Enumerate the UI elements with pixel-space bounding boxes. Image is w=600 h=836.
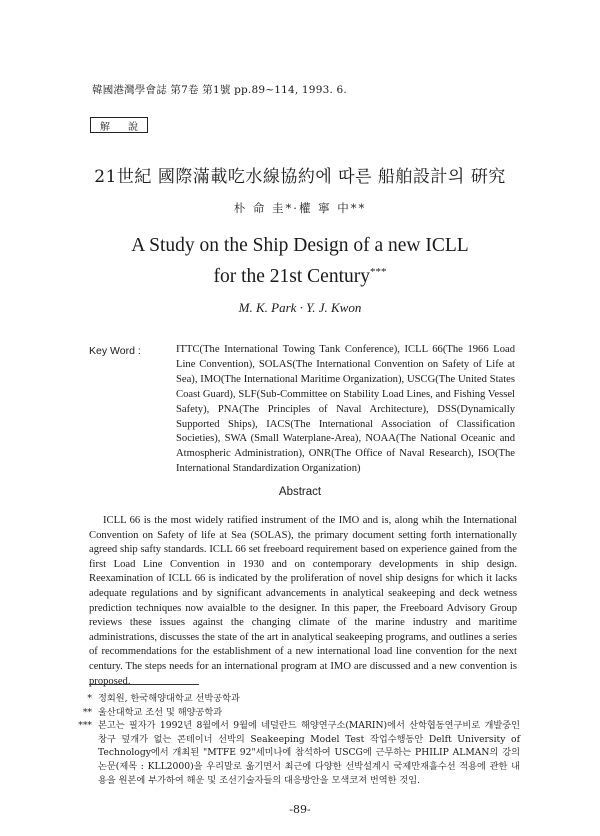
english-title [0, 233, 600, 290]
section-label-left: 解 [100, 121, 110, 133]
english-title-line2-wrap [0, 259, 600, 290]
footnote-mark: *** [78, 720, 92, 732]
english-authors: M. K. Park · Y. J. Kwon [238, 300, 362, 315]
journal-info: 韓國港灣學會誌 第7卷 第1號 pp.89~114, 1993. 6. [92, 84, 347, 96]
korean-authors: 朴 命 圭*·權 寧 中** [233, 201, 367, 215]
footnote-mark: ** [82, 706, 92, 718]
footnote-divider [89, 684, 199, 685]
section-label-box [90, 117, 148, 133]
footnote-text: 울산대학교 조선 및 해양공학과 [98, 706, 223, 718]
section-label-right: 說 [128, 121, 138, 133]
abstract-body [89, 514, 517, 689]
english-title-line1: A Study on the Ship Design of a new ICLL [131, 235, 469, 256]
abstract-heading: Abstract [278, 486, 322, 498]
footnotes [60, 692, 520, 787]
english-title-footnote-mark: *** [370, 266, 387, 278]
abstract-paragraph: ICLL 66 is the most widely ratified instrument of the IMO and is, along whih the International Convention on Safety of life at Sea (SOLAS), the primary document setting forth internationally agreed ship safty standards. ICLL 66 set freeboard requirement based on experience gained from the first Load Line Convention in 1930 and on contemporary developments in ship design. Reexamination of ICLL 66 is indicated by the proliferation of novel ship designs for which it lacks adequate regulations and by significant advancements in analytical seakeeping and deck wetness prediction techniques now avaialble to the designer. In this paper, the Freeboard Advisory Group reviews these issues against the changing climate of the marine industry and maritime administrations, discusses the state of the art in analytical seakeeping programs, and outlines a series of recommendations for the establishment of a new international load line convention for the next century. The steps needs for an international program at IMO are discussed and a new convention is proposed. [89, 515, 517, 687]
keyword-label: Key Word : [89, 345, 141, 357]
footnote-item [60, 706, 520, 720]
footnote-text: 본고는 필자가 1992년 8월에서 9월에 네덜란드 해양연구소(MARIN)에서 산학협동연구비로 개발중인 창구 덮개가 없는 콘테이너 선박의 Seakeeping Model Test 작업수행동안 Delft University of Technology에서 개최된 "MTFE 92"세미나에 참석하여 USCG에 근무하는 PHILIP ALMAN의 강의 논문(제목 : KLL2000)을 우리말로 옮기면서 최근에 다양한 선박설계시 국제만재흘수선 적용에 관한 내용을 원본에 부가하여 해운 및 조선기술자들의 대응방안을 모색코져 번역한 것임. [98, 720, 520, 786]
footnote-item [60, 692, 520, 706]
footnote-text: 정회원, 한국해양대학교 선박공학과 [98, 693, 240, 704]
korean-title: 21世紀 國際滿載吃水線協約에 따른 船舶設計의 硏究 [94, 167, 506, 187]
keyword-text: ITTC(The International Towing Tank Conference), ICLL 66(The 1966 Load Line Convention), SOLAS(The International Convention on Safety of Life at Sea), IMO(The International Maritime Organization), USCG(The United States Coast Guard), SLF(Sub-Committee on Stability Load Lines, and Fishing Vessel Safety), PNA(The Principles of Naval Architecture), DSS(Dynamically Supported Ships), IACS(The International Association of Classification Societies), SWA (Small Waterplane-Area), NOAA(The National Oceanic and Atmospheric Administration), ONR(The Office of Naval Research), ISO(The International Standardization Organization) [176, 344, 515, 475]
footnote-mark: * [87, 693, 92, 704]
page-number: -89- [289, 803, 311, 816]
footnote-item [60, 719, 520, 787]
english-title-line2: for the 21st Century [213, 266, 370, 287]
